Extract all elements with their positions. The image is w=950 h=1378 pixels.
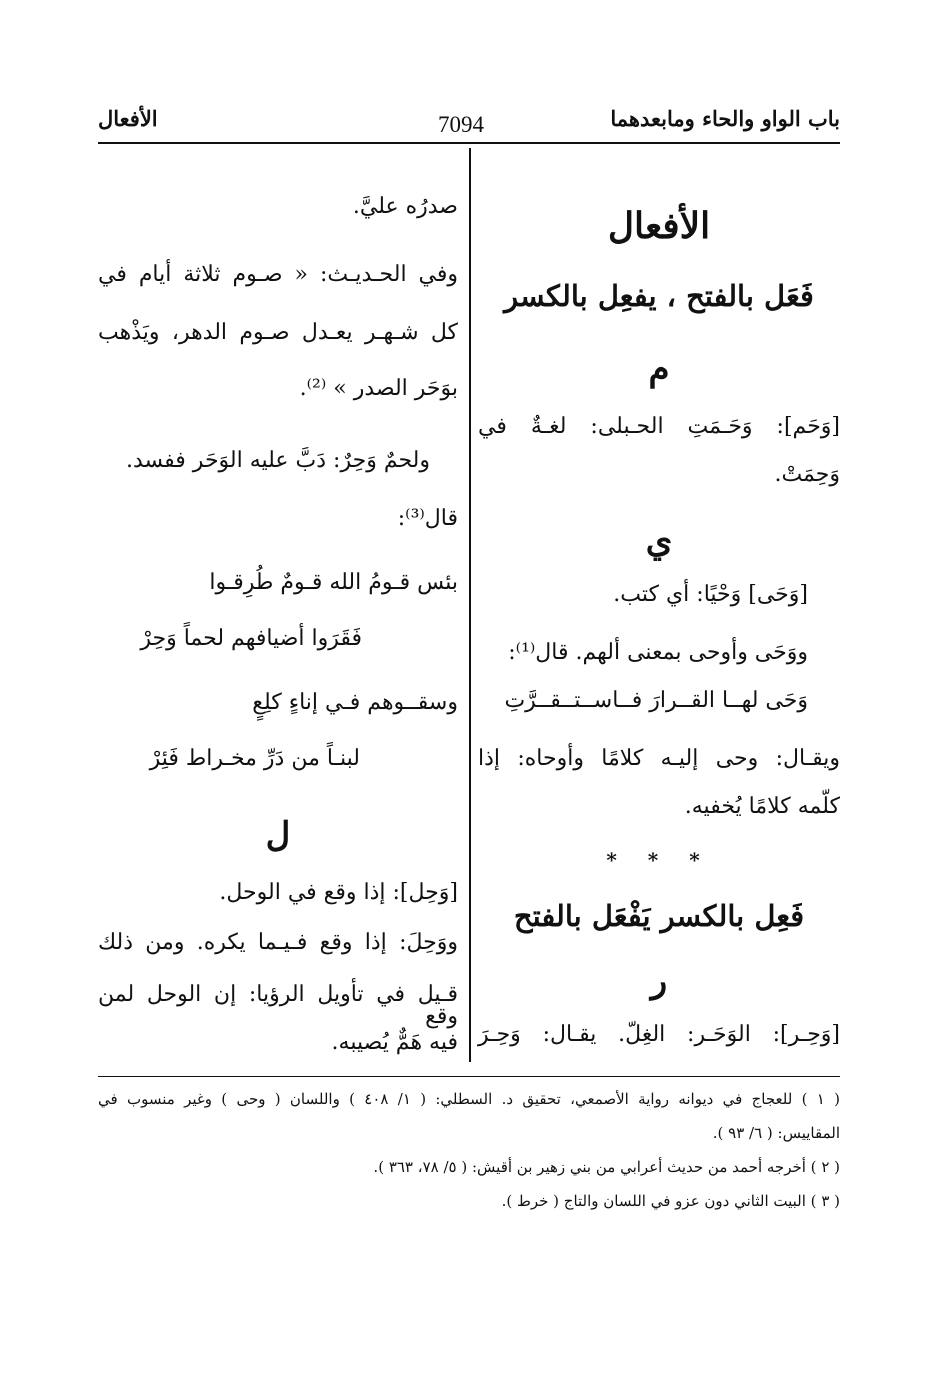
root-letter-l: ل [265, 815, 291, 855]
footnote-rule [98, 1076, 840, 1077]
root-letter-m: م [648, 349, 670, 389]
poem-verse-1: بئس قـومُ الله قـومٌ طُرِقـوا [209, 570, 458, 595]
pattern-heading-2: فَعِل بالكسر يَفْعَل بالفتح [513, 899, 805, 933]
column-divider [469, 148, 471, 1062]
root-letter-y: ي [645, 521, 673, 561]
poem-verse-3: وسقــوهم فـي إناءٍ كلِعٍ [252, 690, 458, 715]
running-header-section: الأفعال [98, 106, 158, 131]
footnote-1-line-2: المقاييس: ( ٦/ ٩٣ ). [712, 1124, 840, 1142]
poem-verse-2: فَقَرَوا أضيافهم لحماً وَحِرْ [140, 626, 362, 651]
entry-wahm-line-2: وَحِمَتْ. [774, 462, 840, 487]
hadith-line-3: بوَحَر الصدر » ⁽²⁾. [299, 376, 458, 401]
footnote-2: ( ٢ ) أخرجه أحمد من حديث أعرابي من بني زهير بن أقيش: ( ٥/ ٧٨، ٣٦٣ ). [373, 1158, 840, 1176]
footnote-3: ( ٣ ) البيت الثاني دون عزو في اللسان والتاج ( خرط ). [501, 1192, 840, 1210]
qala-line: قال⁽³⁾: [397, 506, 458, 531]
hadith-line-1: وفي الحـديـث: « صـوم ثلاثة أيام في [98, 262, 458, 287]
entry-wahy-line-2: ووَحَى وأوحى بمعنى ألهم. قال⁽¹⁾: [508, 640, 808, 665]
entry-wahr-line-2: صدرُه عليَّ. [352, 194, 458, 219]
entry-yuqal-line-1: ويقـال: وحى إليـه كلامًا وأوحاه: إذا [478, 746, 840, 771]
entry-wahm-line-1: [وَحَم]: وَحَـمَتِ الحـبلى: لغـةٌ في [478, 414, 840, 439]
hadith-line-2: كل شـهـر يعـدل صـوم الدهر، ويَذْهب [98, 320, 458, 345]
root-letter-r: ر [650, 961, 668, 1001]
entry-wahy-line-1: [وَحَى] وَحْيًا: أي كتب. [613, 582, 808, 607]
verse-line: وَحَى لهــا القــرارَ فــاســتــقــرَّتِ [504, 688, 808, 713]
entry-wahl-line-3: قـيل في تأويل الرؤيا: إن الوحل لمن وقع [98, 982, 458, 1029]
entry-wahl-line-4: فيه هَمٌّ يُصيبه. [331, 1030, 458, 1055]
entry-lahm-line: ولحمٌ وَحِرٌ: دَبَّ عليه الوَحَر ففسد. [126, 448, 430, 473]
section-separator: * * * [606, 848, 712, 872]
section-title: الأفعال [607, 205, 711, 247]
entry-wahl-line-2: ووَحِلَ: إذا وقع فـيـما يكره. ومن ذلك [98, 930, 458, 955]
entry-yuqal-line-2: كلّمه كلامًا يُخفيه. [684, 794, 840, 819]
header-rule [98, 142, 840, 144]
poem-verse-4: لبنـاً من دَرِّ مخـراط فَئِرْ [149, 746, 360, 771]
page-number: 7094 [438, 112, 484, 137]
pattern-heading-1: فَعَل بالفتح ، يفعِل بالكسر [504, 279, 814, 313]
entry-wahr-line-1: [وَحِـر]: الوَحَـر: الغِلّ. يقـال: وَحِـرَ [478, 1022, 840, 1047]
running-header-chapter: باب الواو والحاء ومابعدهما [610, 106, 840, 131]
footnote-1-line-1: ( ١ ) للعجاج في ديوانه رواية الأصمعي، تحقيق د. السطلي: ( ١/ ٤٠٨ ) واللسان ( وحى ) وغير منسوب في [98, 1090, 840, 1108]
entry-wahl-line-1: [وَحِل]: إذا وقع في الوحل. [219, 880, 458, 905]
